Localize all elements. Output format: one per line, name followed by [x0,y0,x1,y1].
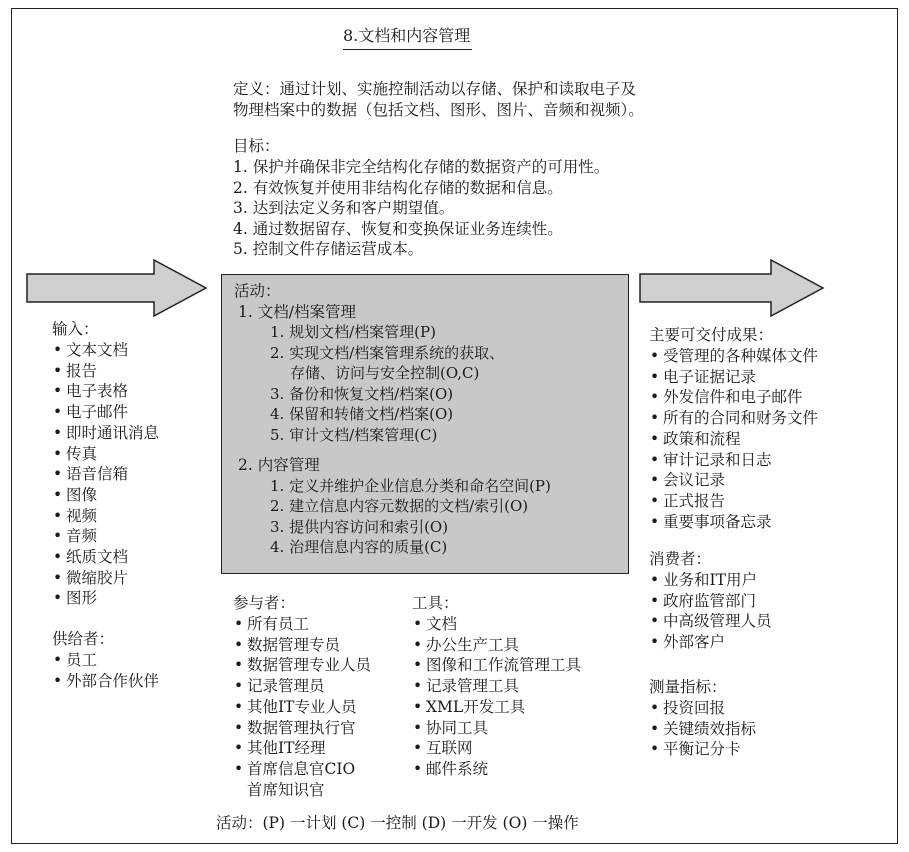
participants-heading: 参与者： [233,594,296,612]
goal-item: 2. 有效恢复并使用非结构化存储的数据和信息。 [233,178,563,197]
suppliers-list [52,650,159,691]
tools-block [412,592,581,780]
activities-box [221,274,629,574]
list-item: • 数据管理专员 [233,635,371,656]
list-item: • 音频 [52,526,159,547]
list-item: • 其他IT专业人员 [233,697,371,718]
activity-legend: 活动：(P) 一计划 (C) 一控制 (D) 一开发 (O) 一操作 [216,814,579,832]
diagram-title: 8.文档和内容管理 [343,26,472,50]
consumers-block [649,548,772,653]
list-item: • 其他IT经理 [233,738,371,759]
participants-extra-line: 首席知识官 [247,780,325,799]
tools-heading: 工具： [412,594,459,612]
definition-line-1: 定义：通过计划、实施控制活动以存储、保护和读取电子及 [233,80,637,98]
deliverables-block [649,324,818,532]
activity-item: 2. 建立信息内容元数据的文档/索引(O) [270,497,529,515]
list-item: • 外部合作伙伴 [52,671,159,692]
goals-block [233,135,609,260]
list-item: • 所有员工 [233,614,371,635]
list-item: • 数据管理执行官 [233,718,371,739]
list-item: • 视频 [52,506,159,527]
metrics-heading: 测量指标： [649,678,727,696]
activity-group-1-title: 1. 文档/档案管理 [238,302,356,321]
list-item: • 正式报告 [649,491,818,512]
list-item: • 邮件系统 [412,759,581,780]
suppliers-heading: 供给者： [52,630,115,648]
metrics-block [649,676,756,760]
list-item: • 图像和工作流管理工具 [412,655,581,676]
list-item: • 协同工具 [412,718,581,739]
list-item: • 外部客户 [649,632,772,653]
list-item: • 数据管理专业人员 [233,655,371,676]
definition-line-2: 物理档案中的数据（包括文档、图形、图片、音频和视频）。 [233,101,644,119]
goal-item: 3. 达到法定义务和客户期望值。 [233,199,455,217]
list-item: • 关键绩效指标 [649,719,756,740]
activity-item: 5. 审计文档/档案管理(C) [270,425,438,444]
inputs-list [52,340,159,609]
list-item: • 重要事项备忘录 [649,512,818,533]
list-item: • 传真 [52,444,159,465]
list-item: • 记录管理工具 [412,676,581,697]
list-item: • 纸质文档 [52,547,159,568]
activity-item: 2. 实现文档/档案管理系统的获取、 [270,343,505,362]
list-item: • 政府监管部门 [649,591,772,612]
activity-group-2-title: 2. 内容管理 [238,456,320,474]
list-item: • 文档 [412,614,581,635]
activities-heading: 活动： [234,282,281,300]
activity-item: 1. 规划文档/档案管理(P) [270,323,436,341]
list-item: • 首席信息官CIO [233,759,371,780]
input-arrow-icon [26,258,208,318]
list-item: • 语音信箱 [52,464,159,485]
list-item: • 平衡记分卡 [649,739,756,760]
list-item: • 图形 [52,588,159,609]
metrics-list [649,698,756,760]
list-item: • 图像 [52,485,159,506]
participants-block [233,592,371,800]
inputs-block [52,318,159,609]
list-item: • 受管理的各种媒体文件 [649,346,818,367]
goal-item: 1. 保护并确保非完全结构化存储的数据资产的可用性。 [233,158,610,176]
suppliers-block [52,628,159,691]
list-item: • 电子证据记录 [649,367,818,388]
list-item: • XML开发工具 [412,697,581,718]
list-item: • 会议记录 [649,470,818,491]
activity-item: 3. 备份和恢复文档/档案(O) [270,384,454,403]
goal-item: 5. 控制文件存储运营成本。 [233,240,424,258]
list-item: • 中高级管理人员 [649,611,772,632]
activity-item-continued: 存储、访问与安全控制(O,C) [290,364,480,382]
deliverables-heading: 主要可交付成果： [649,326,774,344]
goal-item: 4. 通过数据留存、恢复和变换保证业务连续性。 [233,219,563,238]
list-item: • 互联网 [412,738,581,759]
participants-list [233,614,371,780]
activity-item: 3. 提供内容访问和索引(O) [270,517,449,536]
output-arrow-icon [639,258,825,318]
list-item: • 员工 [52,650,159,671]
list-item: • 文本文档 [52,340,159,361]
consumers-list [649,570,772,653]
list-item: • 记录管理员 [233,676,371,697]
inputs-heading: 输入： [52,320,99,338]
goals-list [233,157,609,260]
list-item: • 外发信件和电子邮件 [649,387,818,408]
list-item: • 电子邮件 [52,402,159,423]
list-item: • 所有的合同和财务文件 [649,408,818,429]
list-item: • 投资回报 [649,698,756,719]
list-item: • 微缩胶片 [52,568,159,589]
list-item: • 业务和IT用户 [649,570,772,591]
list-item: • 电子表格 [52,381,159,402]
consumers-heading: 消费者： [649,550,712,568]
definition-block [233,79,644,121]
activity-item: 4. 保留和转储文档/档案(O) [270,405,454,423]
list-item: • 政策和流程 [649,429,818,450]
goals-heading: 目标： [233,137,280,155]
list-item: • 办公生产工具 [412,635,581,656]
list-item: • 审计记录和日志 [649,450,818,471]
list-item: • 即时通讯消息 [52,423,159,444]
deliverables-list [649,346,818,532]
tools-list [412,614,581,780]
activity-item: 4. 治理信息内容的质量(C) [270,538,448,556]
list-item: • 报告 [52,361,159,382]
activity-item: 1. 定义并维护企业信息分类和命名空间(P) [270,476,551,495]
